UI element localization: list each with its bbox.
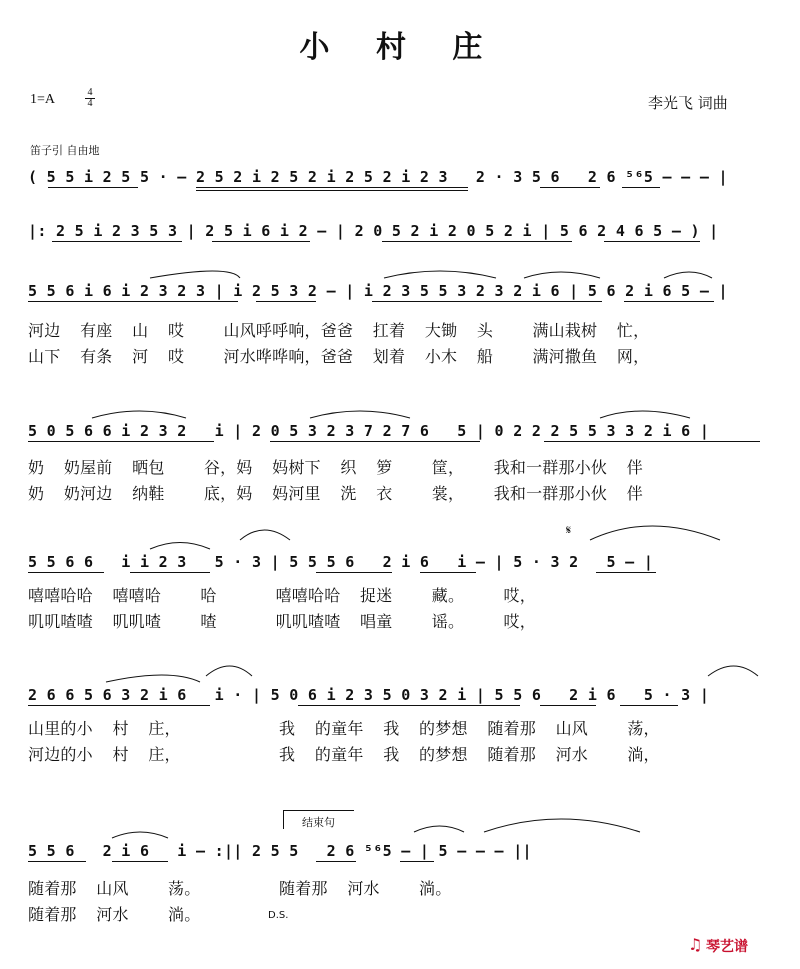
meter-top: 4	[87, 87, 93, 98]
lyric-line: 河边 有座 山 哎 山风呼呼响，爸爸 扛着 大锄 头 满山栽树 忙，	[28, 321, 650, 340]
key-signature: 1=A	[30, 92, 56, 107]
da-segno-mark: D.S.	[268, 910, 289, 921]
notation-line: ( 5 5 i 2 5 5 · – 2 5 2 i 2 5 2 i 2 5 2 i 2 3 2 · 3 5 6 2 6 ⁵⁶5 – – – |	[28, 168, 728, 186]
author-credit: 李光飞 词曲	[648, 94, 728, 112]
lyric-line: 随着那 河水 淌。	[28, 905, 201, 924]
lyric-line: 奶 奶屋前 晒包 谷，妈 妈树下 织 箩 筐， 我和一群那小伙 伴	[28, 458, 643, 477]
ending-label: 结束句	[302, 816, 335, 829]
lyric-line: 叽叽喳喳 叽叽喳 喳 叽叽喳喳 唱童 谣。 哎，	[28, 612, 536, 631]
lyric-line: 随着那 山风 荡。 随着那 河水 淌。	[28, 879, 452, 898]
lyric-line: 嘻嘻哈哈 嘻嘻哈 哈 嘻嘻哈哈 捉迷 藏。 哎，	[28, 586, 536, 605]
meter-bottom: 4	[87, 98, 93, 109]
music-note-icon: ♫	[688, 935, 703, 954]
lyric-line: 奶 奶河边 纳鞋 底，妈 妈河里 洗 衣 裳， 我和一群那小伙 伴	[28, 484, 643, 503]
lyric-line: 山下 有条 河 哎 河水哗哗响，爸爸 划着 小木 船 满河撒鱼 网，	[28, 347, 650, 366]
notation-line: |: 2 5 i 2 3 5 3 | 2 5 i 6 i 2 – | 2 0 5 2 i 2 0 5 2 i | 5 6 2 4 6 5 – ) |	[28, 222, 719, 240]
segno-sign: 𝄋	[566, 523, 572, 537]
song-title: 小 村 庄	[299, 30, 501, 65]
lyric-line: 河边的小 村 庄， 我 的童年 我 的梦想 随着那 河水 淌，	[28, 745, 660, 764]
site-logo: 琴艺谱	[706, 939, 748, 955]
notation-line: 5 5 6 6 i i 2 3 5 · 3 | 5 5 5 6 2 i 6 i – | 5 · 3 2 5 – |	[28, 553, 654, 571]
notation-line: 2 6 6 5 6 3 2 i 6 i · | 5 0 6 i 2 3 5 0 3 2 i | 5 5 6 2 i 6 5 · 3 |	[28, 686, 710, 704]
notation-line: 5 0 5 6 6 i 2 3 2 i | 2 0 5 3 2 3 7 2 7 6 5 | 0 2 2 2 5 5 3 3 2 i 6 |	[28, 422, 710, 440]
intro-instruction: 笛子引 自由地	[30, 144, 100, 157]
lyric-line: 山里的小 村 庄， 我 的童年 我 的梦想 随着那 山风 荡，	[28, 719, 660, 738]
notation-line: 5 5 6 2 i 6 i – :|| 2 5 5 2 6 ⁵⁶5 – | 5 – – – ||	[28, 842, 532, 860]
notation-line: 5 5 6 i 6 i 2 3 2 3 | i 2 5 3 2 – | i 2 3 5 5 3 2 3 2 i 6 | 5 6 2 i 6 5 – |	[28, 282, 728, 300]
